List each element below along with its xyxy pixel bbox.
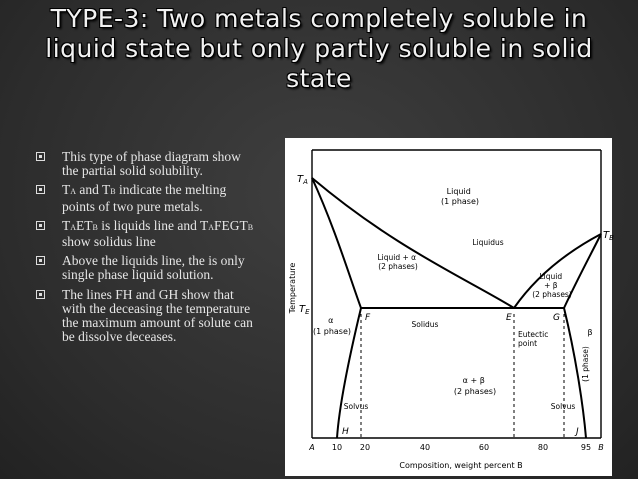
bullet-item: TA and TB indicate the melting points of two pure metals. [36, 183, 258, 213]
liquid-beta-region-label: Liquid + β (2 phases) [532, 272, 572, 299]
y-axis-label: Temperature [288, 262, 297, 314]
phase-diagram [285, 138, 612, 476]
te-label: $T_E$ [299, 304, 310, 316]
f-label: F [365, 313, 371, 323]
bullet-item: Above the liquids line, the is only single phase liquid solution. [36, 254, 258, 282]
bullet-item: This type of phase diagram show the partial solid solubility. [36, 150, 258, 178]
x-tick-label: 20 [359, 443, 371, 452]
x-axis-label: Composition, weight percent B [399, 461, 523, 470]
bullet-marker-icon [36, 185, 45, 194]
x-tick-label: 80 [537, 443, 549, 452]
title-line-1: TYPE-3: Two metals completely soluble in [50, 4, 588, 33]
bullet-item: The lines FH and GH show that with the deceasing the temperature the maximum amount of solute can be dissolve deceases. [36, 288, 258, 345]
title-line-3: state [286, 64, 352, 93]
tb-label: $T_B$ [603, 230, 614, 242]
x-tick-label: 95 [580, 443, 592, 452]
h-label: H [342, 427, 349, 437]
bullet-list [36, 150, 258, 349]
liquid-region-label: Liquid (1 phase) [440, 187, 480, 206]
x-tick-label: 60 [478, 443, 490, 452]
x-tick-label: 40 [419, 443, 431, 452]
bullet-marker-icon [36, 221, 45, 230]
solvus-right-label: Solvus [550, 402, 576, 411]
alpha-region-label: α (1 phase) [312, 316, 352, 336]
solidus-label: Solidus [411, 320, 439, 329]
bullet-item: TAETB is liquids line and TAFEGTB show solidus line [36, 219, 258, 249]
x-tick-label: B [598, 443, 604, 452]
x-tick-label: A [309, 443, 315, 452]
title-line-2: liquid state but only partly soluble in solid [45, 34, 593, 63]
j-label: J [576, 427, 579, 437]
bullet-marker-icon [36, 290, 45, 299]
liquidus-label: Liquidus [472, 238, 504, 247]
g-label: G [553, 313, 560, 323]
eutectic-point-label: Eutectic point [518, 330, 549, 348]
solvus-left-label: Solvus [343, 402, 369, 411]
phase-diagram-svg [285, 138, 612, 476]
bullet-marker-icon [36, 152, 45, 161]
beta-region-label-vertical: (1 phase) [581, 346, 590, 382]
slide-title [20, 4, 618, 94]
bullet-marker-icon [36, 256, 45, 265]
e-label: E [506, 313, 512, 323]
liquid-alpha-region-label: Liquid + α (2 phases) [377, 253, 418, 271]
alpha-beta-region-label: α + β (2 phases) [453, 376, 497, 396]
x-tick-label: 10 [331, 443, 343, 452]
ta-label: $T_A$ [297, 174, 308, 186]
beta-symbol-label: β [587, 328, 593, 337]
